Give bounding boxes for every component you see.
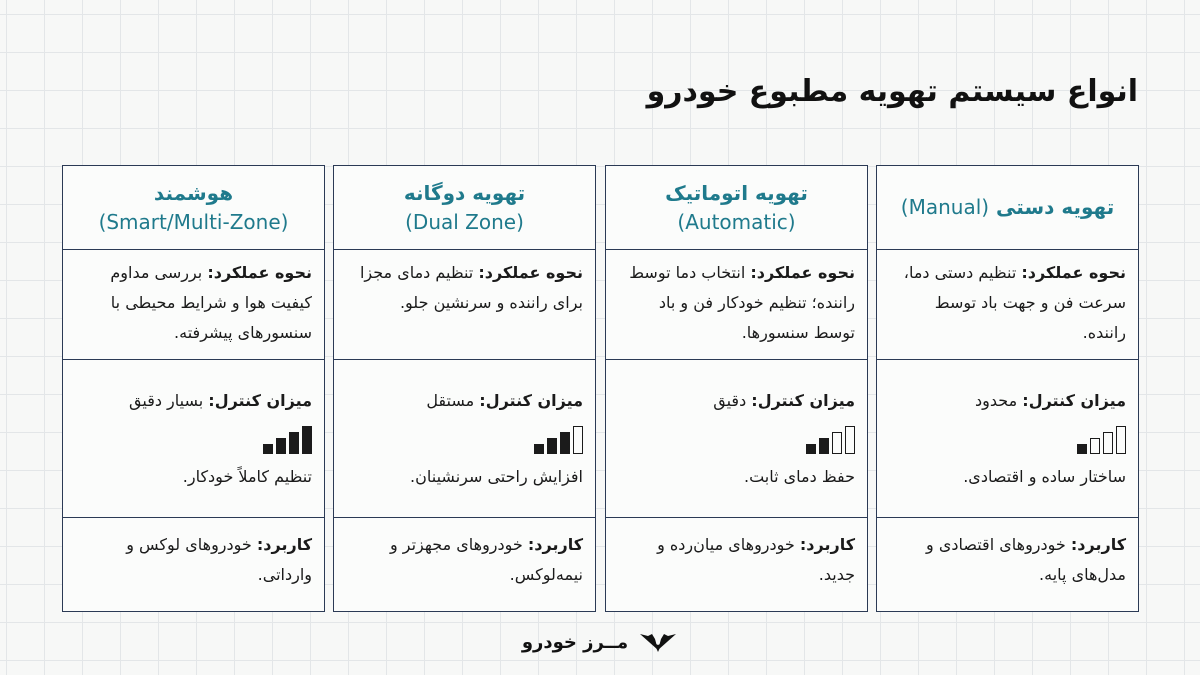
method-section: [877, 250, 1138, 360]
wings-logo-icon: [638, 630, 678, 654]
method-section: [334, 250, 595, 360]
control-value: بسیار دقیق: [129, 391, 204, 410]
method-text: تنظیم دمای مجزا برای راننده و سرنشین جلو.: [359, 263, 583, 312]
control-value: محدود: [975, 391, 1018, 410]
method-text: انتخاب دما توسط راننده؛ تنظیم خودکار فن و باد توسط سنسورها.: [629, 263, 855, 342]
signal-level-icon: [242, 422, 312, 454]
method-label: نحوه عملکرد:: [1021, 263, 1126, 282]
control-description: افزایش راحتی سرنشینان.: [410, 467, 583, 486]
card-manual: [876, 165, 1139, 612]
card-title-en: (Dual Zone): [405, 209, 524, 234]
method-section: [606, 250, 867, 360]
card-title-en: (Automatic): [677, 209, 796, 234]
card-smart: [62, 165, 325, 612]
usage-text: خودروهای اقتصادی و مدل‌های پایه.: [926, 535, 1126, 584]
card-dual-zone: [333, 165, 596, 612]
level-bar: [289, 432, 299, 454]
control-section: [877, 360, 1138, 518]
control-section: [334, 360, 595, 518]
card-title-fa: تهویه دستی: [996, 195, 1115, 219]
card-header: [63, 166, 324, 250]
method-text: بررسی مداوم کیفیت هوا و شرایط محیطی با سنسورهای پیشرفته.: [110, 263, 312, 342]
card-header: [334, 166, 595, 250]
usage-text: خودروهای میان‌رده و جدید.: [657, 535, 855, 584]
usage-text: خودروهای مجهزتر و نیمه‌لوکس.: [389, 535, 583, 584]
signal-level-icon: [513, 422, 583, 454]
level-bar: [534, 444, 544, 454]
control-description: تنظیم کاملاً خودکار.: [182, 467, 312, 486]
card-title-en: (Manual): [900, 195, 990, 219]
card-header: [606, 166, 867, 250]
usage-section: [334, 518, 595, 611]
level-bar: [560, 432, 570, 454]
usage-section: [606, 518, 867, 611]
usage-label: کاربرد:: [799, 535, 855, 554]
control-label: میزان کنترل:: [208, 391, 312, 410]
method-section: [63, 250, 324, 360]
usage-text: خودروهای لوکس و وارداتی.: [126, 535, 312, 584]
control-section: [63, 360, 324, 518]
control-description: ساختار ساده و اقتصادی.: [963, 467, 1126, 486]
card-title-fa: تهویه اتوماتیک: [665, 180, 808, 205]
method-text: تنظیم دستی دما، سرعت فن و جهت باد توسط راننده.: [903, 263, 1126, 342]
usage-section: [877, 518, 1138, 611]
level-bar: [1090, 438, 1100, 454]
card-title-fa: تهویه دوگانه: [403, 180, 526, 205]
brand-name: مــرز خودرو: [521, 631, 629, 653]
footer-brand: [0, 630, 1200, 654]
level-bar: [573, 426, 583, 454]
level-bar: [302, 426, 312, 454]
level-bar: [263, 444, 273, 454]
level-bar: [832, 432, 842, 454]
usage-label: کاربرد:: [527, 535, 583, 554]
control-description: حفظ دمای ثابت.: [743, 467, 855, 486]
level-bar: [806, 444, 816, 454]
method-label: نحوه عملکرد:: [207, 263, 312, 282]
usage-label: کاربرد:: [1070, 535, 1126, 554]
control-section: [606, 360, 867, 518]
control-label: میزان کنترل:: [1022, 391, 1126, 410]
method-label: نحوه عملکرد:: [750, 263, 855, 282]
page-title: انواع سیستم تهویه مطبوع خودرو: [646, 74, 1138, 109]
card-title-en: (Smart/Multi-Zone): [98, 209, 289, 234]
level-bar: [1077, 444, 1087, 454]
control-label: میزان کنترل:: [751, 391, 855, 410]
card-header: [877, 166, 1138, 250]
control-value: مستقل: [426, 391, 475, 410]
level-bar: [547, 438, 557, 454]
card-title-fa: هوشمند: [153, 180, 234, 205]
card-automatic: [605, 165, 868, 612]
signal-level-icon: [1056, 422, 1126, 454]
usage-section: [63, 518, 324, 611]
level-bar: [1103, 432, 1113, 454]
control-label: میزان کنترل:: [479, 391, 583, 410]
signal-level-icon: [785, 422, 855, 454]
level-bar: [845, 426, 855, 454]
method-label: نحوه عملکرد:: [478, 263, 583, 282]
usage-label: کاربرد:: [256, 535, 312, 554]
level-bar: [819, 438, 829, 454]
level-bar: [1116, 426, 1126, 454]
level-bar: [276, 438, 286, 454]
control-value: دقیق: [713, 391, 747, 410]
